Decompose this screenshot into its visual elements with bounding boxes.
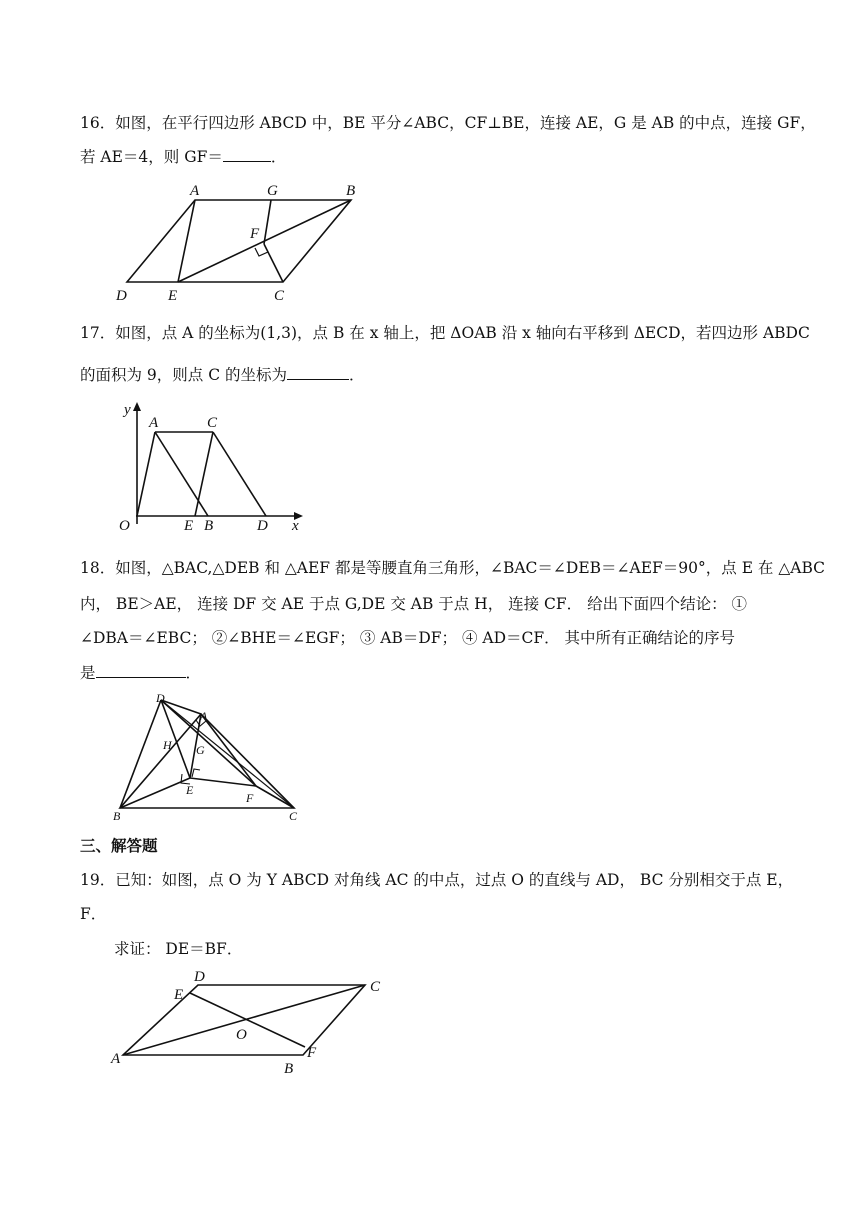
- q19-number: 19．: [80, 871, 116, 889]
- q19-label-o: O: [236, 1027, 247, 1043]
- q18-answer-blank[interactable]: [96, 663, 186, 678]
- q19-label-c: C: [370, 979, 381, 995]
- q16-label-a: A: [190, 183, 200, 199]
- q19-line2: [80, 903, 106, 925]
- q18-line3: [80, 627, 735, 649]
- q17-label-x: x: [292, 518, 299, 534]
- q17-segment-ab: [155, 432, 208, 516]
- q17-text-line2: 的面积为 9，则点 C 的坐标为: [80, 366, 288, 384]
- q17-label-a: A: [149, 415, 159, 431]
- q16-answer-blank[interactable]: [223, 147, 271, 162]
- q17-label-y: y: [124, 402, 131, 418]
- q16-segment-gf: [264, 200, 271, 244]
- q18-period: ．: [185, 664, 202, 682]
- q19-label-b: B: [284, 1061, 294, 1077]
- q18-line4: [80, 662, 201, 684]
- q17-segment-ce: [195, 432, 213, 516]
- q18-triangle-bac: [120, 714, 294, 808]
- q18-line2: [80, 593, 747, 615]
- q16-number: 16．: [80, 114, 116, 132]
- q19-label-d: D: [194, 969, 205, 985]
- q18-label-e: E: [186, 783, 194, 797]
- q19-label-e: E: [174, 987, 184, 1003]
- q18-label-f: F: [246, 791, 254, 805]
- q16-period: ．: [270, 148, 287, 166]
- q16-label-d: D: [116, 288, 127, 304]
- q18-label-b: B: [113, 809, 121, 822]
- q17-figure: [110, 396, 310, 534]
- q19-label-f: F: [307, 1045, 317, 1061]
- q18-number: 18．: [80, 559, 116, 577]
- q18-label-d: D: [156, 691, 165, 705]
- q19-label-a: A: [111, 1051, 121, 1067]
- q16-text-line2: 若 AE＝4，则 GF＝: [80, 148, 223, 166]
- q16-label-f: F: [250, 226, 260, 242]
- q18-label-a: A: [200, 709, 208, 723]
- q16-text-line1: 如图，在平行四边形 ABCD 中，BE 平分∠ABC，CF⊥BE，连接 AE，G 是 AB 的中点，连接 GF，: [115, 114, 816, 132]
- q17-period: ．: [349, 366, 365, 384]
- q16-segment-ae: [178, 200, 195, 282]
- section-title-text: 三、解答题: [80, 836, 158, 855]
- q17-number: 17．: [80, 324, 116, 342]
- q18-segment-ef: [190, 778, 256, 786]
- q19-segment-ef: [190, 993, 305, 1047]
- q18-right-angle-mark-aef: [192, 769, 200, 777]
- q18-text-line3: ∠DBA＝∠EBC； ②∠BHE＝∠EGF； ③ AB＝DF； ④ AD＝CF． 其中所有正确结论的序号: [80, 629, 736, 647]
- q19-prove-text: 求证： DE＝BF．: [114, 940, 243, 958]
- q18-figure: [108, 690, 308, 822]
- q18-text-line4: 是: [80, 664, 96, 682]
- q16-label-c: C: [274, 288, 285, 304]
- q18-label-g: G: [196, 743, 205, 757]
- q17-segment-oa: [137, 432, 155, 516]
- q17-label-e: E: [184, 518, 194, 534]
- q16-label-b: B: [346, 183, 356, 199]
- q17-segment-cd: [213, 432, 266, 516]
- q17-label-o: O: [119, 518, 130, 534]
- q18-text-line1: 如图，△BAC,△DEB 和 △AEF 都是等腰直角三角形，∠BAC＝∠DEB＝∠AEF＝90°，点 E 在 △ABC: [115, 559, 826, 577]
- q17-y-arrow-icon: [133, 402, 141, 411]
- q16-label-e: E: [168, 288, 178, 304]
- q18-segment-bd: [120, 700, 161, 808]
- q17-label-d: D: [257, 518, 268, 534]
- q17-line2: [80, 364, 365, 386]
- q19-figure: [108, 965, 398, 1077]
- q16-label-g: G: [267, 183, 278, 199]
- q19-line1: [80, 869, 793, 891]
- q18-text-line2: 内， BE＞AE， 连接 DF 交 AE 于点 G,DE 交 AB 于点 H， 连接 CF． 给出下面四个结论： ①: [80, 595, 748, 613]
- section-title: [80, 835, 158, 857]
- q16-parallelogram: [127, 200, 351, 282]
- q16-line1: [80, 112, 816, 134]
- q17-label-b: B: [204, 518, 214, 534]
- q18-segment-af: [201, 714, 256, 786]
- q17-line1: [80, 322, 810, 344]
- q16-line2: [80, 146, 286, 168]
- q19-text-line1: 已知：如图，点 O 为 Y ABCD 对角线 AC 的中点，过点 O 的直线与 AD， BC 分别相交于点 E，: [115, 871, 794, 889]
- q19-diagonal-ac: [123, 985, 365, 1055]
- q17-text-line1: 如图，点 A 的坐标为(1,3)，点 B 在 x 轴上，把 ΔOAB 沿 x 轴向右平移到 ΔECD，若四边形 ABDC: [115, 324, 810, 342]
- q19-prove: [114, 938, 242, 960]
- q18-line1: [80, 557, 825, 579]
- q18-segment-da: [161, 700, 201, 714]
- q18-label-c: C: [289, 809, 298, 822]
- q16-segment-cf: [264, 244, 283, 282]
- q17-label-c: C: [207, 415, 218, 431]
- q17-answer-blank[interactable]: [287, 365, 349, 380]
- q16-figure: [110, 178, 370, 306]
- q18-label-h: H: [163, 738, 172, 752]
- q19-text-line2: F．: [80, 905, 107, 923]
